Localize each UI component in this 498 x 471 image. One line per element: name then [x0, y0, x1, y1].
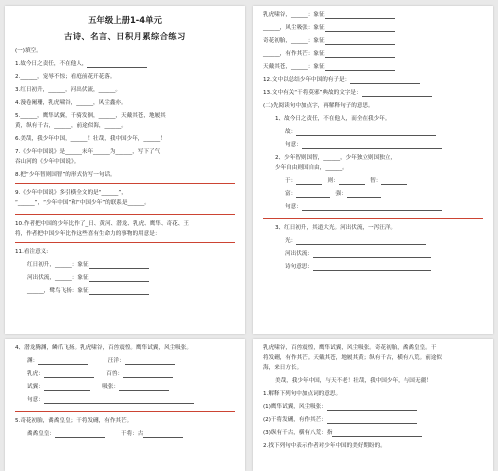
sentence-5: 5.奇花初胎，矞矞皇皇；干将发硎，有作其芒。	[15, 418, 133, 424]
question-13: 13.文中有关“干将莫邪”典故的文字是：	[263, 90, 483, 97]
question-9-cont: “______”，“少年中国”和“中国少年”的联系是______。	[15, 200, 150, 206]
answer-line[interactable]	[15, 182, 235, 184]
question-4: 4.漫卷阑珊，乳虎啸谷，______，风尘鑫亦。	[15, 100, 127, 106]
question-3: 3.红日初升，______，河出伏流，______。	[15, 87, 122, 93]
answer-line[interactable]	[15, 213, 235, 215]
question-11: 11.看注意义:	[15, 249, 49, 255]
question-11-b: 河出伏流，______：象征	[15, 275, 235, 282]
word-row-1: 于： 则： 智：	[263, 178, 483, 185]
symbol-row-1: 乳虎啸谷，______：象征	[263, 12, 483, 19]
word-row-a: 渊： 汪洋：	[15, 358, 235, 365]
question-5: 5.______，鹰隼试翼，千骑发徊，______，天戴其苍，地履其	[15, 113, 166, 119]
question-1: 1.故今日之责任，不在他人，	[15, 61, 235, 68]
question-2: 2.______，宠辱不惊；看庭前花开花落。	[15, 74, 116, 80]
answer-line[interactable]	[263, 217, 483, 219]
question-5-cont: 黄，纵有千古，______，前途似海，______。	[15, 123, 127, 129]
question-10: 10.作者把中国的少年比作了_日、黄河、潜龙、乳虎、鹰隼、奇花、王	[15, 221, 189, 227]
section-heading-2: (二)先阅读句中加点字，再解释句子的意思。	[263, 103, 374, 109]
sentence-1: 1、故今日之责任，不在他人，而全在我少年。	[275, 116, 391, 122]
passage-line-4: 美哉，我少年中国，与天不老！壮哉，我中国少年，与国无疆！	[275, 378, 432, 384]
meaning-1: 句意：	[263, 142, 483, 149]
question-6: 6.美哉，我少年中国，______！壮哉，我中国少年，______！	[15, 136, 166, 142]
word-row-d: 矞矞皇皇： 干将：古	[15, 431, 235, 438]
sentence-2-cont: 少年自由则国自由，______。	[275, 165, 348, 171]
word-gu: 故：	[263, 129, 483, 136]
worksheet-page-1	[5, 6, 245, 334]
question-7: 7.《少年中国说》是______末年______为______，写下了气	[15, 149, 161, 155]
symbol-row-5: 天戴其苍，______：象征	[263, 64, 483, 71]
meaning-4: 句意：	[15, 397, 235, 404]
question-9: 9.《少年中国说》多引横全文的是“______”，	[15, 190, 127, 196]
page-title: 五年级上册1-4单元	[88, 15, 162, 25]
question-11-c: ______，鹭鸟飞扬：象征	[15, 288, 235, 295]
passage-line-1: 乳虎啸谷，百兽震惶，鹰隼试翼，风尘吸张。奇花初胎，矞矞皇皇。干	[263, 345, 437, 351]
question-1: 1.解释下列句中加点词的意思。	[263, 391, 342, 397]
word-row-b: 乳虎： 百兽：	[15, 371, 235, 378]
question-1-c: (3)纵有千古，横有八荒：指	[263, 430, 483, 437]
word-guang: 光：	[263, 238, 483, 245]
question-10-cont: 将，作者把中国少年比作这些喜有生命力的事物的用意是：	[15, 231, 161, 237]
question-1-a: (1)鹰隼试翼，风尘吸张：	[263, 404, 483, 411]
page-subtitle: 古诗、名言、日积月累综合练习	[64, 31, 186, 41]
symbol-row-3: 奇花初胎，______：象征	[263, 38, 483, 45]
phrase-he-chu: 河出伏流：	[263, 251, 483, 258]
word-row-c: 试翼： 吸张：	[15, 384, 235, 391]
question-8: 8.把“少年智则国智”的形式仿写一句话。	[15, 172, 116, 178]
sentence-3: 3、红日初升，其道大光。河出伏流，一泻汪洋。	[275, 225, 397, 231]
passage-line-3: 海，来日方长。	[263, 365, 303, 371]
worksheet-page-3	[5, 339, 245, 471]
meaning-2: 句意：	[263, 204, 483, 211]
question-12: 12.文中以总结少年中国的有子是：	[263, 77, 483, 84]
question-7-cont: 吞山河的《少年中国说》。	[15, 159, 80, 165]
question-1-b: (2)干将发硎，有作其芒：	[263, 417, 483, 424]
word-row-2: 富： 强：	[263, 191, 483, 198]
section-heading: (一)填空。	[15, 48, 42, 54]
worksheet-page-2	[253, 6, 493, 334]
meaning-3: 诗句意思：	[263, 264, 483, 271]
passage-line-2: 将发硎，有作其芒。天戴其苍，地履其黄；纵有千古，横有八荒。前途似	[263, 355, 443, 361]
question-11-a: 红日初升，______：象征	[15, 262, 235, 269]
sentence-4: 4、潜龙腾渊，鳞爪飞扬。乳虎啸谷，百兽震惶。鹰隼试翼，风尘吸张。	[15, 345, 192, 351]
symbol-row-2: ______，风尘吸张：象征	[263, 25, 483, 32]
answer-line[interactable]	[15, 241, 235, 243]
symbol-row-4: ______，有作其芒：象征	[263, 51, 483, 58]
answer-line[interactable]	[15, 410, 235, 412]
worksheet-page-4	[253, 339, 493, 471]
sentence-2: 2、少年智则国智，______，少年独立则国独立，	[275, 155, 397, 161]
question-2: 2.找下列句中表示作者对少年中国的美好期盼的。	[263, 443, 386, 449]
